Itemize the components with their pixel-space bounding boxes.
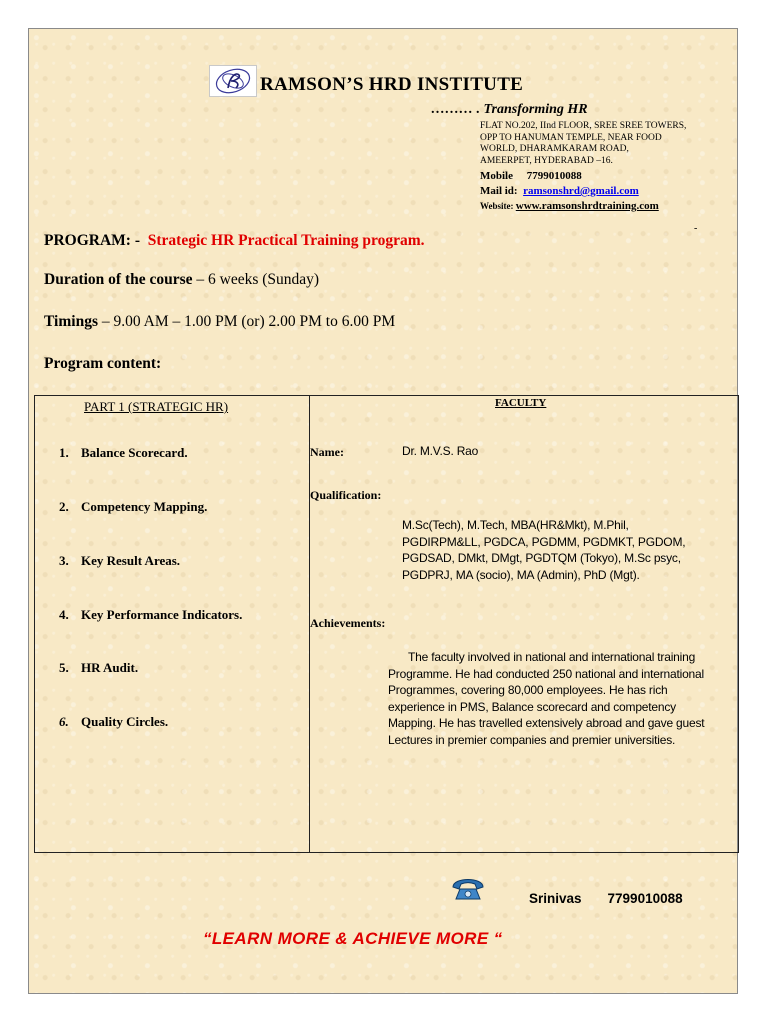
slogan: “LEARN MORE & ACHIEVE MORE “ [203, 929, 503, 948]
address-line: OPP TO HANUMAN TEMPLE, NEAR FOOD [480, 132, 662, 143]
qualification-line: M.Sc(Tech), M.Tech, MBA(HR&Mkt), M.Phil, [402, 518, 629, 532]
part-heading: PART 1 (STRATEGIC HR) [84, 399, 229, 414]
tagline: ……… . Transforming HR [431, 102, 588, 117]
list-item-text: Balance Scorecard. [81, 445, 188, 460]
list-item [59, 445, 188, 461]
qualification-label: Qualification: [310, 488, 382, 502]
list-item-text: Quality Circles. [81, 714, 169, 729]
timings-value: – 9.00 AM – 1.00 PM (or) 2.00 PM to 6.00 PM [101, 313, 396, 330]
list-item-number: 4. [59, 607, 69, 622]
telephone-icon [450, 872, 486, 902]
program-name: Strategic HR Practical Training program. [147, 232, 425, 249]
address-line: FLAT NO.202, IInd FLOOR, SREE SREE TOWERS, [480, 121, 687, 131]
faculty-heading: FACULTY [495, 397, 547, 409]
list-item [59, 660, 138, 676]
achievement-line: Lectures in premier companies and premier universities. [388, 732, 676, 747]
institute-title: RAMSON’S HRD INSTITUTE [260, 74, 524, 95]
faculty-name-value: Dr. M.V.S. Rao [402, 444, 479, 458]
qualification-line: PGDSAD, DMkt, DMgt, PGDTQM (Tokyo), M.Sc psyc, [402, 551, 681, 565]
ramson-logo-icon [209, 65, 257, 97]
timings-line [44, 313, 395, 331]
duration-label: Duration of the course [44, 271, 193, 288]
list-item [59, 499, 207, 515]
list-item-text: Key Performance Indicators. [81, 607, 243, 622]
list-item-text: HR Audit. [81, 660, 139, 675]
achievement-line: Programme. He had conducted 250 national and international [388, 666, 704, 681]
program-table [34, 395, 739, 853]
faculty-name-label: Name: [310, 445, 344, 459]
mobile-number: 7799010088 [526, 170, 582, 182]
address-block [480, 121, 720, 167]
achievement-line: Programmes, covering 80,000 employees. He has rich [388, 683, 668, 697]
list-item [59, 553, 180, 569]
list-item [59, 714, 168, 730]
list-item-number: 1. [59, 445, 69, 460]
achievement-line-text: The faculty involved in national and international training [408, 650, 696, 664]
website-label: Website: [480, 201, 514, 211]
duration-line [44, 271, 319, 289]
qualification-line: PGDIRPM&LL, PGDCA, PGDMM, PGDMKT, PGDOM, [402, 534, 686, 549]
mobile-row [480, 169, 659, 184]
achievements-text [388, 649, 738, 748]
list-item-number: 6. [59, 714, 69, 729]
address-line: AMEERPET, HYDERABAD –16. [480, 155, 613, 166]
mail-link[interactable]: ramsonshrd@gmail.com [523, 185, 639, 197]
mail-row [480, 184, 659, 199]
achievement-line: experience in PMS, Balance scorecard and competency [388, 699, 676, 714]
list-item-text: Key Result Areas. [81, 553, 181, 568]
address-line: WORLD, DHARAMKARAM ROAD, [480, 144, 629, 154]
list-item-text: Competency Mapping. [81, 499, 208, 514]
qualification-line: PGDPRJ, MA (socio), MA (Admin), PhD (Mgt). [402, 567, 640, 582]
achievement-line: Mapping. He has travelled extensively abroad and gave guest [388, 716, 705, 730]
program-content-label: Program content: [44, 355, 162, 372]
list-item-number: 2. [59, 499, 69, 514]
list-item-number: 3. [59, 553, 69, 568]
brochure-page [28, 28, 738, 994]
timings-label: Timings [44, 313, 98, 330]
duration-value: – 6 weeks (Sunday) [196, 271, 320, 288]
website-row [480, 199, 659, 214]
contact-number: 7799010088 [607, 891, 683, 906]
list-item-number: 5. [59, 660, 69, 675]
mobile-label: Mobile [480, 170, 513, 182]
program-line [44, 232, 425, 250]
contact-footer [529, 891, 683, 906]
achievements-label: Achievements: [310, 616, 386, 630]
website-link[interactable]: www.ramsonshrdtraining.com [515, 200, 659, 212]
achievement-line [388, 649, 738, 666]
mail-label: Mail id: [480, 185, 518, 197]
list-item [59, 607, 242, 623]
stray-dash: - [694, 223, 698, 234]
contact-name: Srinivas [529, 891, 582, 906]
contact-block [480, 169, 659, 214]
qualification-text [402, 517, 732, 583]
program-label: PROGRAM: - [44, 232, 140, 249]
